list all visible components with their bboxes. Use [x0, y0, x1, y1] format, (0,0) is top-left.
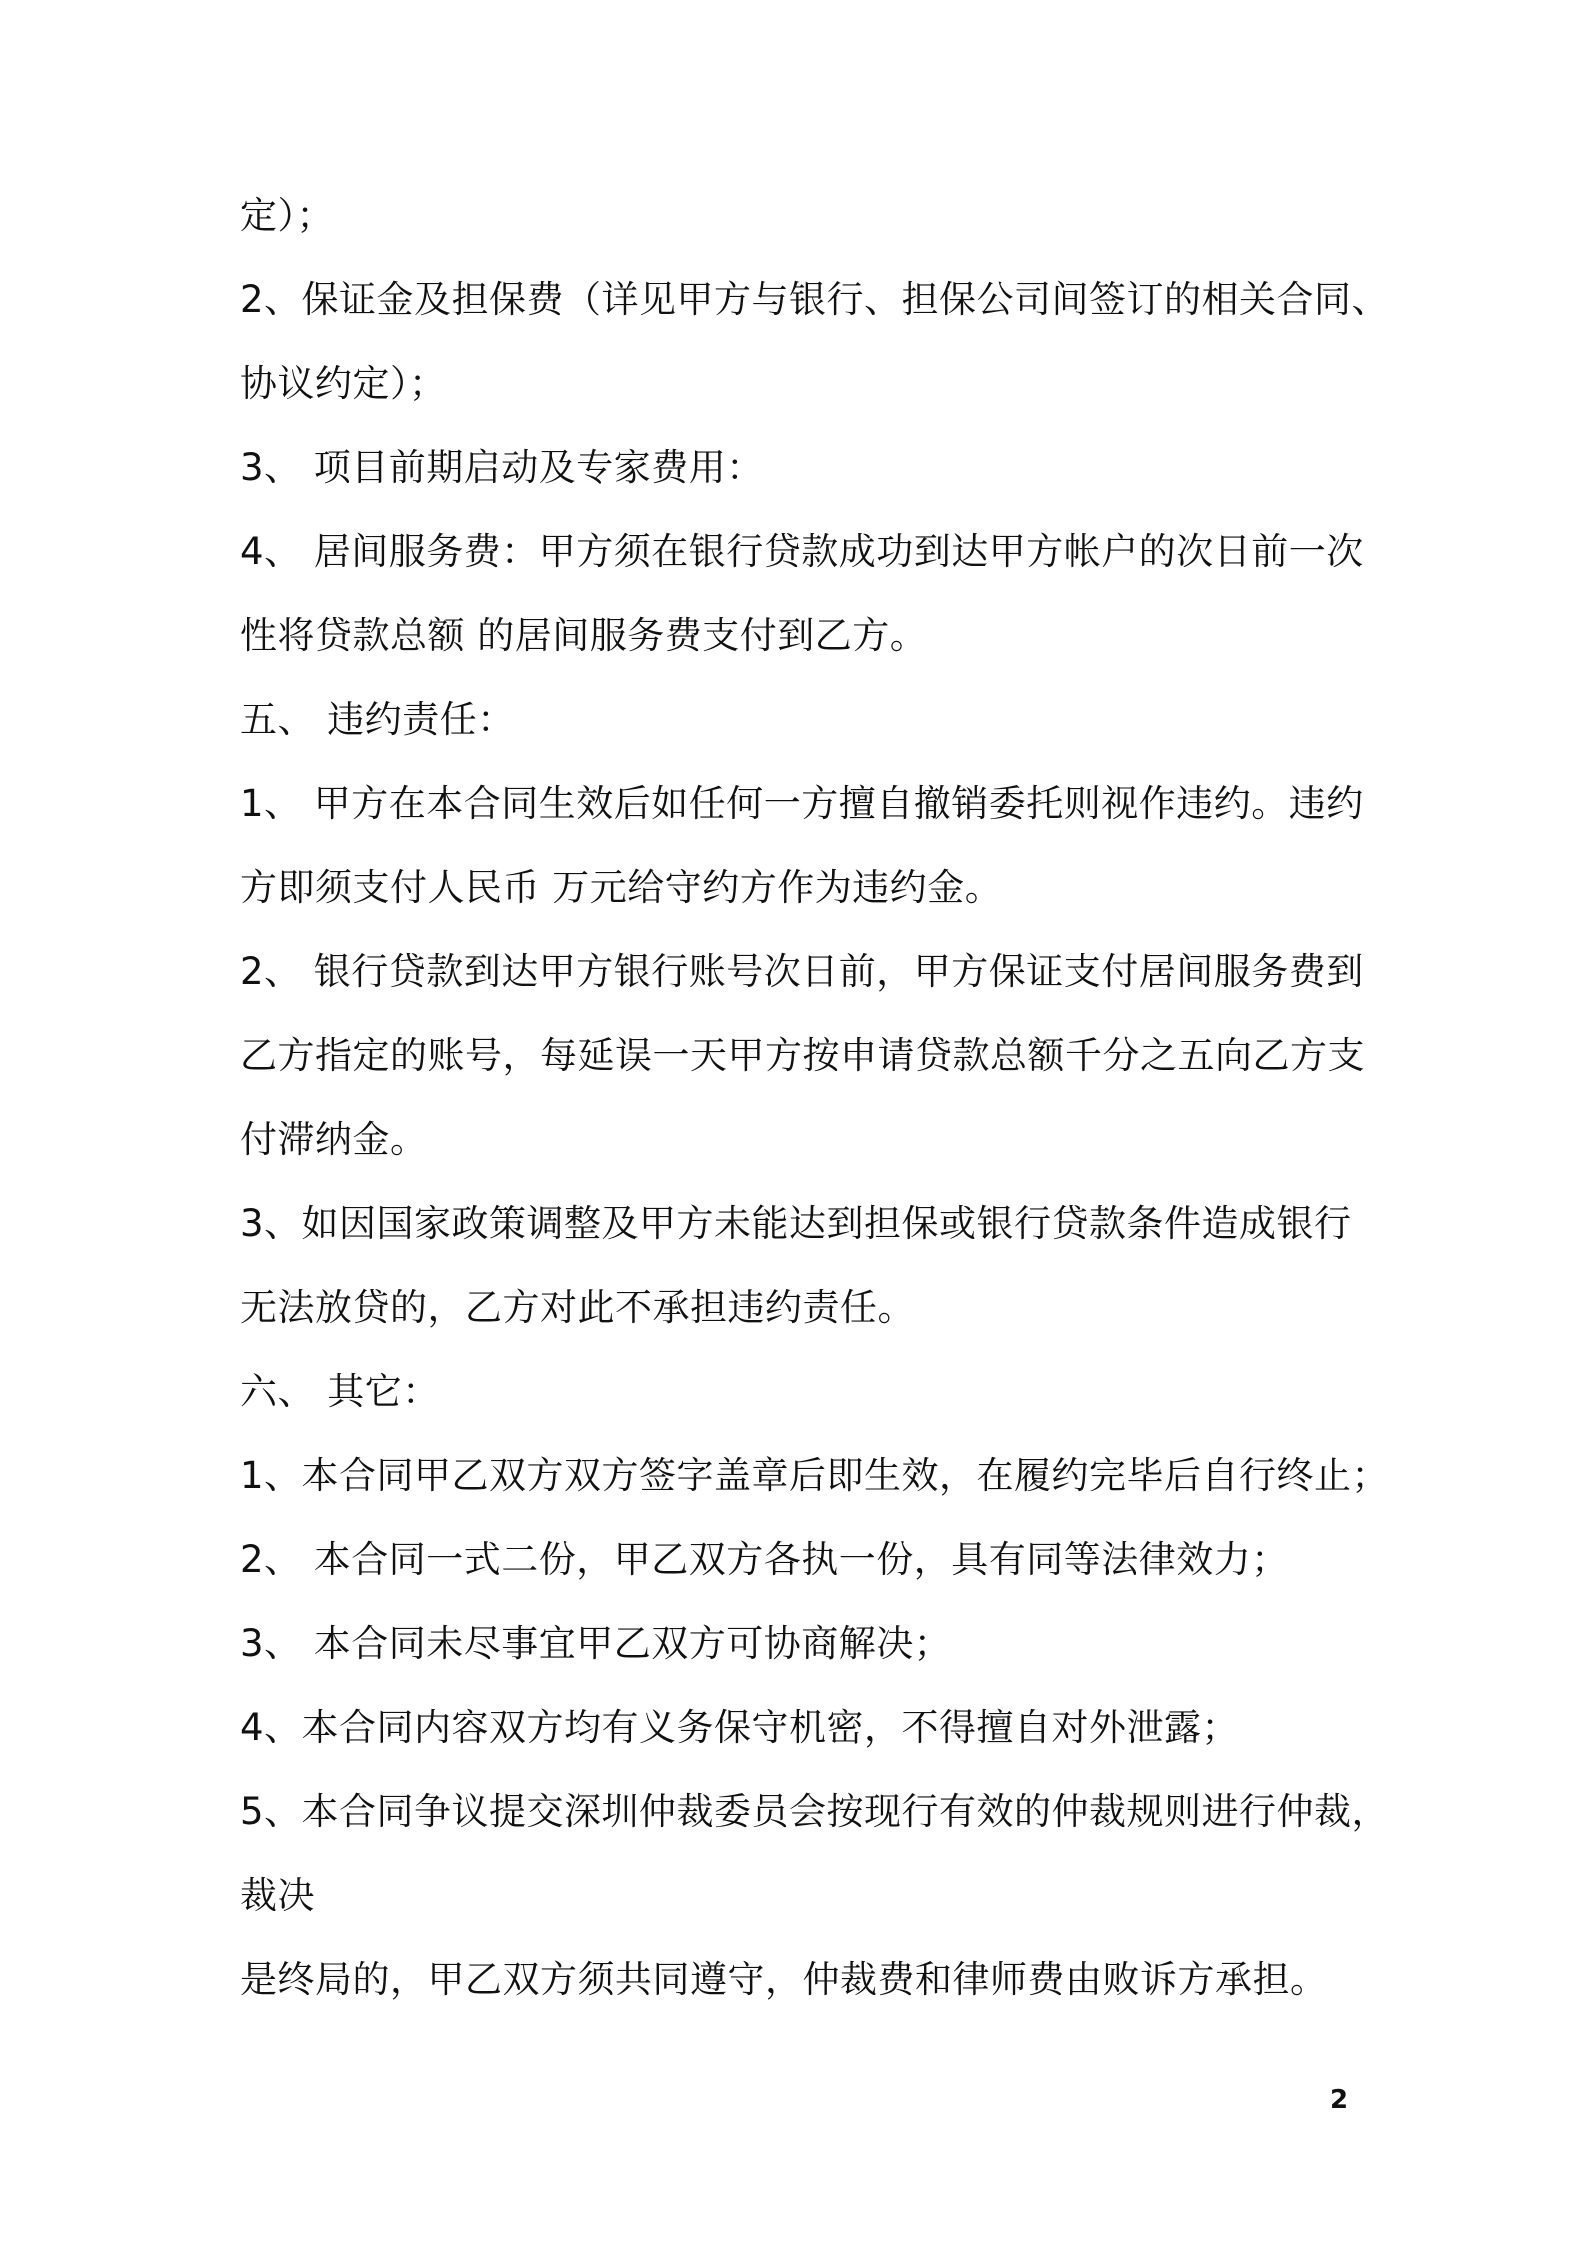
text-line: 3、 项目前期启动及专家费用： — [240, 446, 764, 489]
text-line: 2、 本合同一式二份，甲乙双方各执一份，具有同等法律效力； — [240, 1538, 1289, 1581]
section-heading: 六、 其它： — [240, 1370, 440, 1413]
text-line: 2、保证金及担保费（详见甲方与银行、担保公司间签订的相关合同、 — [240, 278, 1390, 321]
text-line: 1、本合同甲乙双方双方签字盖章后即生效，在履约完毕后自行终止； — [240, 1454, 1390, 1497]
text-line: 付滞纳金。 — [240, 1118, 428, 1161]
section-heading: 五、 违约责任： — [240, 698, 515, 741]
text-line: 方即须支付人民币 万元给守约方作为违约金。 — [240, 866, 1003, 909]
text-line: 5、本合同争议提交深圳仲裁委员会按现行有效的仲裁规则进行仲裁， — [240, 1790, 1390, 1833]
text-line: 3、 本合同未尽事宜甲乙双方可协商解决； — [240, 1622, 952, 1665]
text-line: 4、 居间服务费：甲方须在银行贷款成功到达甲方帐户的次日前一次 — [240, 530, 1364, 573]
text-line: 裁决 — [240, 1874, 315, 1917]
text-line: 1、 甲方在本合同生效后如任何一方擅自撤销委托则视作违约。违约 — [240, 782, 1364, 825]
page-number: 2 — [1330, 2085, 1349, 2115]
text-line: 协议约定）； — [240, 362, 447, 405]
text-line: 无法放贷的，乙方对此不承担违约责任。 — [240, 1286, 915, 1329]
text-line: 性将贷款总额 的居间服务费支付到乙方。 — [240, 614, 928, 657]
text-line: 3、如因国家政策调整及甲方未能达到担保或银行贷款条件造成银行 — [240, 1202, 1352, 1245]
text-line: 乙方指定的账号，每延误一天甲方按申请贷款总额千分之五向乙方支 — [240, 1034, 1365, 1077]
text-line: 定）； — [240, 194, 334, 237]
document-body — [240, 194, 1390, 2043]
text-line: 2、 银行贷款到达甲方银行账号次日前，甲方保证支付居间服务费到 — [240, 950, 1364, 993]
text-line: 4、本合同内容双方均有义务保守机密，不得擅自对外泄露； — [240, 1706, 1240, 1749]
text-line: 是终局的，甲乙双方须共同遵守，仲裁费和律师费由败诉方承担。 — [240, 1958, 1328, 2001]
